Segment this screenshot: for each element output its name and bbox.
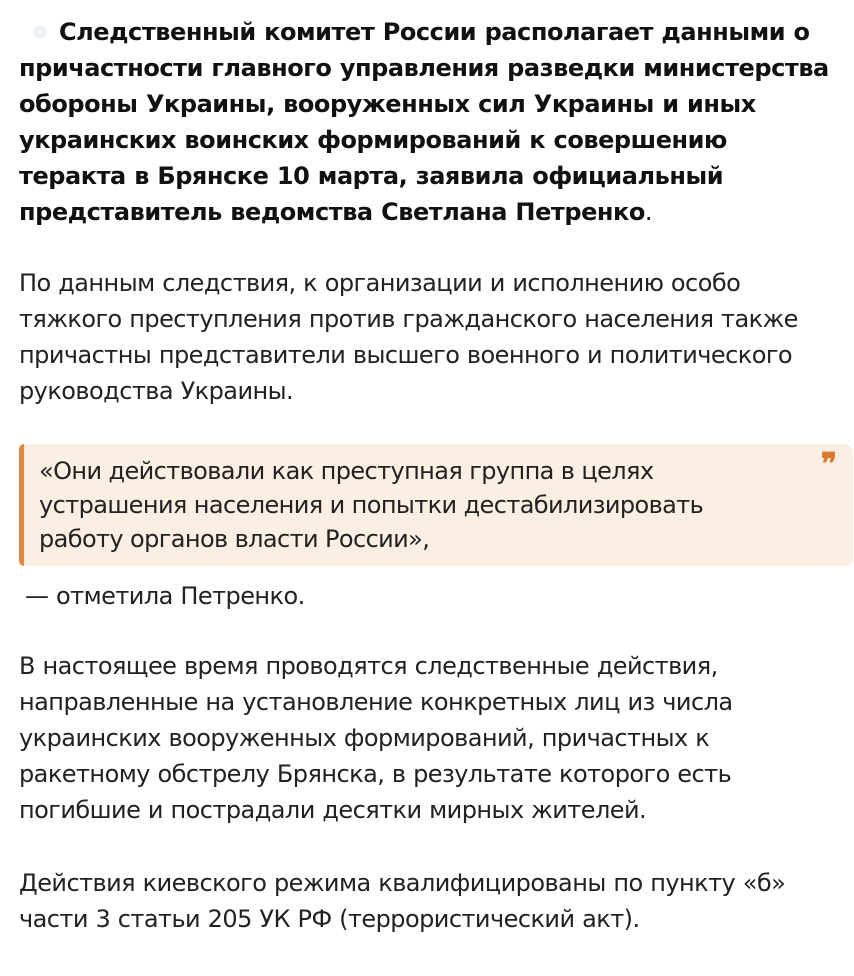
quote-attribution: — отметила Петренко. — [25, 582, 305, 610]
lead-text: Следственный комитет России располагает данными о причастности главного управления разведки министерства обороны Украины, вооруженных сил Украины и иных украинских воинских формирований к совершению теракта в Брянске 10 марта, заявила официальный представитель ведомства Светлана Петренко — [19, 18, 829, 226]
blockquote — [19, 444, 853, 566]
quote-mark-icon: ❞ — [820, 447, 837, 482]
quote-accent-bar — [19, 444, 24, 566]
quote-text: «Они действовали как преступная группа в целях устрашения населения и попытки дестабилизировать работу органов власти России», — [39, 457, 704, 553]
lead-period: . — [644, 198, 653, 226]
article-lead — [19, 14, 835, 230]
bullet-dot-icon — [33, 25, 47, 39]
paragraph-investigation: По данным следствия, к организации и исполнению особо тяжкого преступления против гражданского населения также причастны представители высшего военного и политического руководства Украины. — [19, 269, 798, 405]
paragraph-investigative-actions: В настоящее время проводятся следственные действия, направленные на установление конкретных лиц из числа украинских вооруженных формирований, причастных к ракетному обстрелу Брянска, в результате которого есть погибшие и пострадали десятки мирных жителей. — [19, 652, 733, 824]
article-body — [19, 14, 835, 937]
paragraph-legal-qualification: Действия киевского режима квалифицированы по пункту «б» части 3 статьи 205 УК РФ (террористический акт). — [19, 869, 786, 933]
